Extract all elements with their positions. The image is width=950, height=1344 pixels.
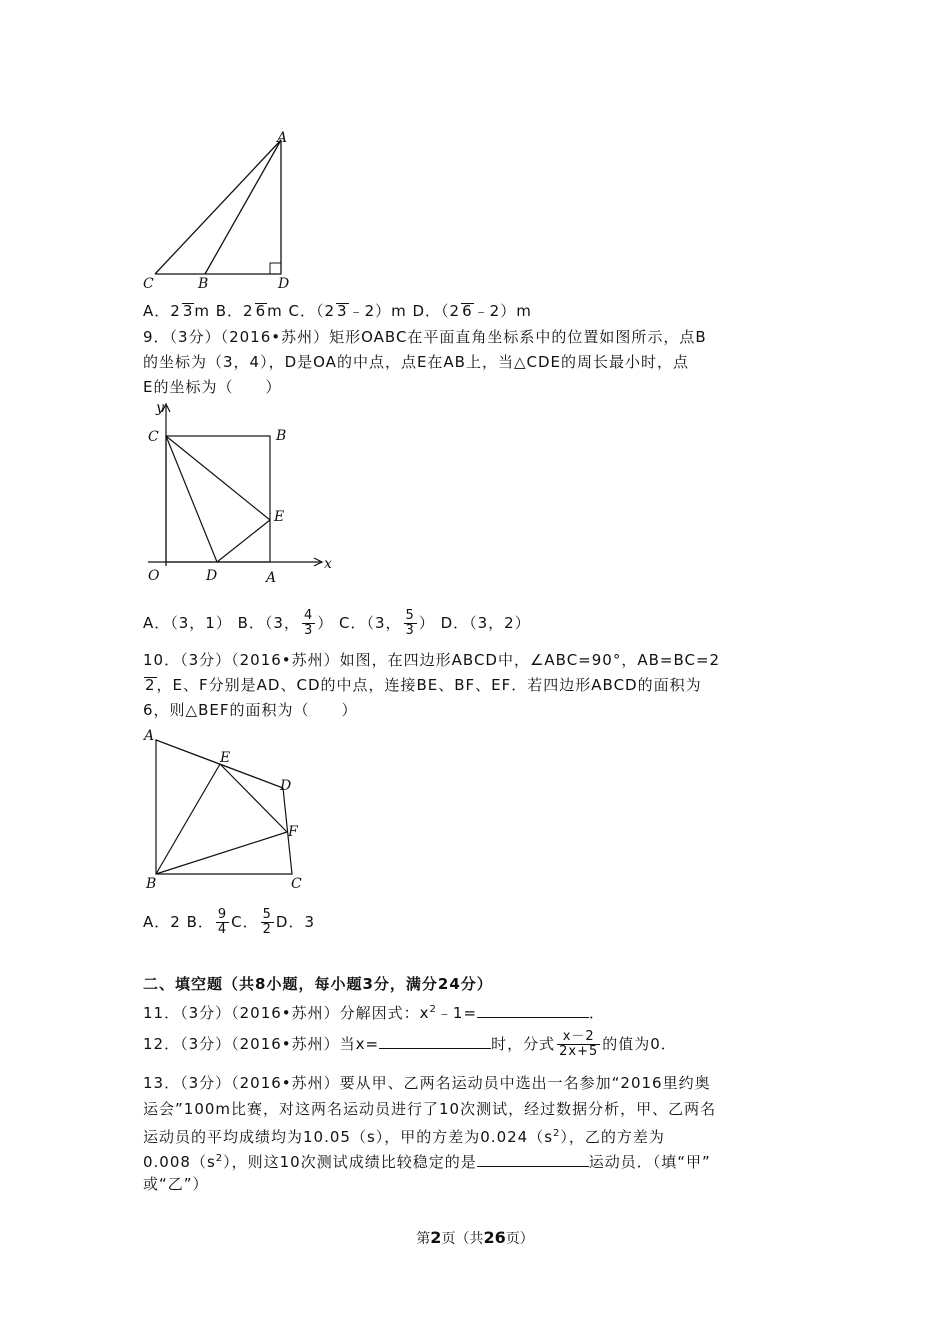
q9-options: A．（3，1） B．（3， $\frac{4}{3}$ ） C．（3， $\frac{5}{3}$ ） D．（3，2） bbox=[143, 608, 531, 638]
label-B: B bbox=[146, 876, 157, 892]
label-A: A bbox=[266, 570, 277, 586]
fraction-expression: $\frac{x-2}{2x+5}$ bbox=[559, 1029, 599, 1059]
label-E: E bbox=[274, 509, 285, 525]
label-E: E bbox=[220, 750, 231, 766]
q13-line2: 运会”100m比赛，对这两名运动员进行了10次测试，经过数据分析，甲、乙两名 bbox=[143, 1100, 717, 1118]
label-x: x bbox=[324, 556, 332, 572]
fraction-5-2: $\frac{5}{2}$ bbox=[262, 907, 272, 937]
q11: 11．（3分）（2016•苏州）分解因式：$x^2﹣1=$ ． bbox=[143, 1004, 606, 1022]
label-C: C bbox=[148, 429, 159, 445]
label-D: D bbox=[206, 568, 218, 584]
q13-line5: 或“乙”） bbox=[143, 1175, 209, 1193]
label-O: O bbox=[148, 568, 160, 584]
fraction-9-4: $\frac{9}{4}$ bbox=[217, 907, 228, 937]
label-A: A bbox=[277, 130, 288, 146]
label-A: A bbox=[144, 728, 155, 744]
figure-q10 bbox=[140, 722, 320, 894]
label-y: y bbox=[156, 400, 164, 416]
label-B: B bbox=[276, 428, 287, 444]
label-F: F bbox=[288, 824, 298, 840]
label-B: B bbox=[198, 276, 209, 292]
label-C: C bbox=[291, 876, 302, 892]
q10-line3: 6，则△BEF的面积为（ ） bbox=[143, 701, 358, 719]
q13-line1: 13．（3分）（2016•苏州）要从甲、乙两名运动员中选出一名参加“2016里约奥 bbox=[143, 1074, 711, 1092]
answer-blank[interactable] bbox=[379, 1034, 491, 1049]
label-D: D bbox=[280, 778, 292, 794]
figure-q9 bbox=[140, 398, 340, 590]
q9-line3: E的坐标为（ ） bbox=[143, 378, 282, 396]
q10-options: A．2 B． $\frac{9}{4}$ C． $\frac{5}{2}$ D．3 bbox=[143, 907, 316, 937]
label-C: C bbox=[143, 276, 154, 292]
q10-line1: 10．（3分）（2016•苏州）如图，在四边形ABCD中，∠ABC=90°，AB=BC=2 bbox=[143, 651, 721, 669]
q12: 12．（3分）（2016•苏州）当x= 时，分式 $\frac{x-2}{2x+5}$ 的值为0． bbox=[143, 1029, 677, 1059]
fraction-5-3: $\frac{5}{3}$ bbox=[405, 608, 415, 638]
q8-options: A．2 3m B．2 6m C．（2 3﹣2）m D．（2 6﹣2）m bbox=[143, 302, 532, 320]
page-footer: 第2页（共26页） bbox=[416, 1228, 534, 1247]
fraction-4-3: $\frac{4}{3}$ bbox=[303, 608, 314, 638]
answer-blank[interactable] bbox=[477, 1152, 589, 1167]
q9-line2: 的坐标为（3，4），D是OA的中点，点E在AB上，当△CDE的周长最小时，点 bbox=[143, 353, 690, 371]
q13-line3: 运动员的平均成绩均为10.05（s），甲的方差为$0.024(s^2)$，乙的方差为 bbox=[143, 1128, 665, 1146]
q10-line2: 2，E、F分别是AD、CD的中点，连接BE、BF、EF．若四边形ABCD的面积为 bbox=[145, 676, 702, 694]
q9-line1: 9．（3分）（2016•苏州）矩形OABC在平面直角坐标系中的位置如图所示，点B bbox=[143, 328, 707, 346]
q13-line4: $0.008(s^2)$，则这10次测试成绩比较稳定的是 运动员．（填“甲” bbox=[143, 1153, 711, 1171]
answer-blank[interactable] bbox=[477, 1003, 589, 1018]
figure-q8 bbox=[135, 128, 305, 293]
label-D: D bbox=[278, 276, 290, 292]
section-title: 二、填空题（共8小题，每小题3分，满分24分） bbox=[143, 975, 493, 993]
